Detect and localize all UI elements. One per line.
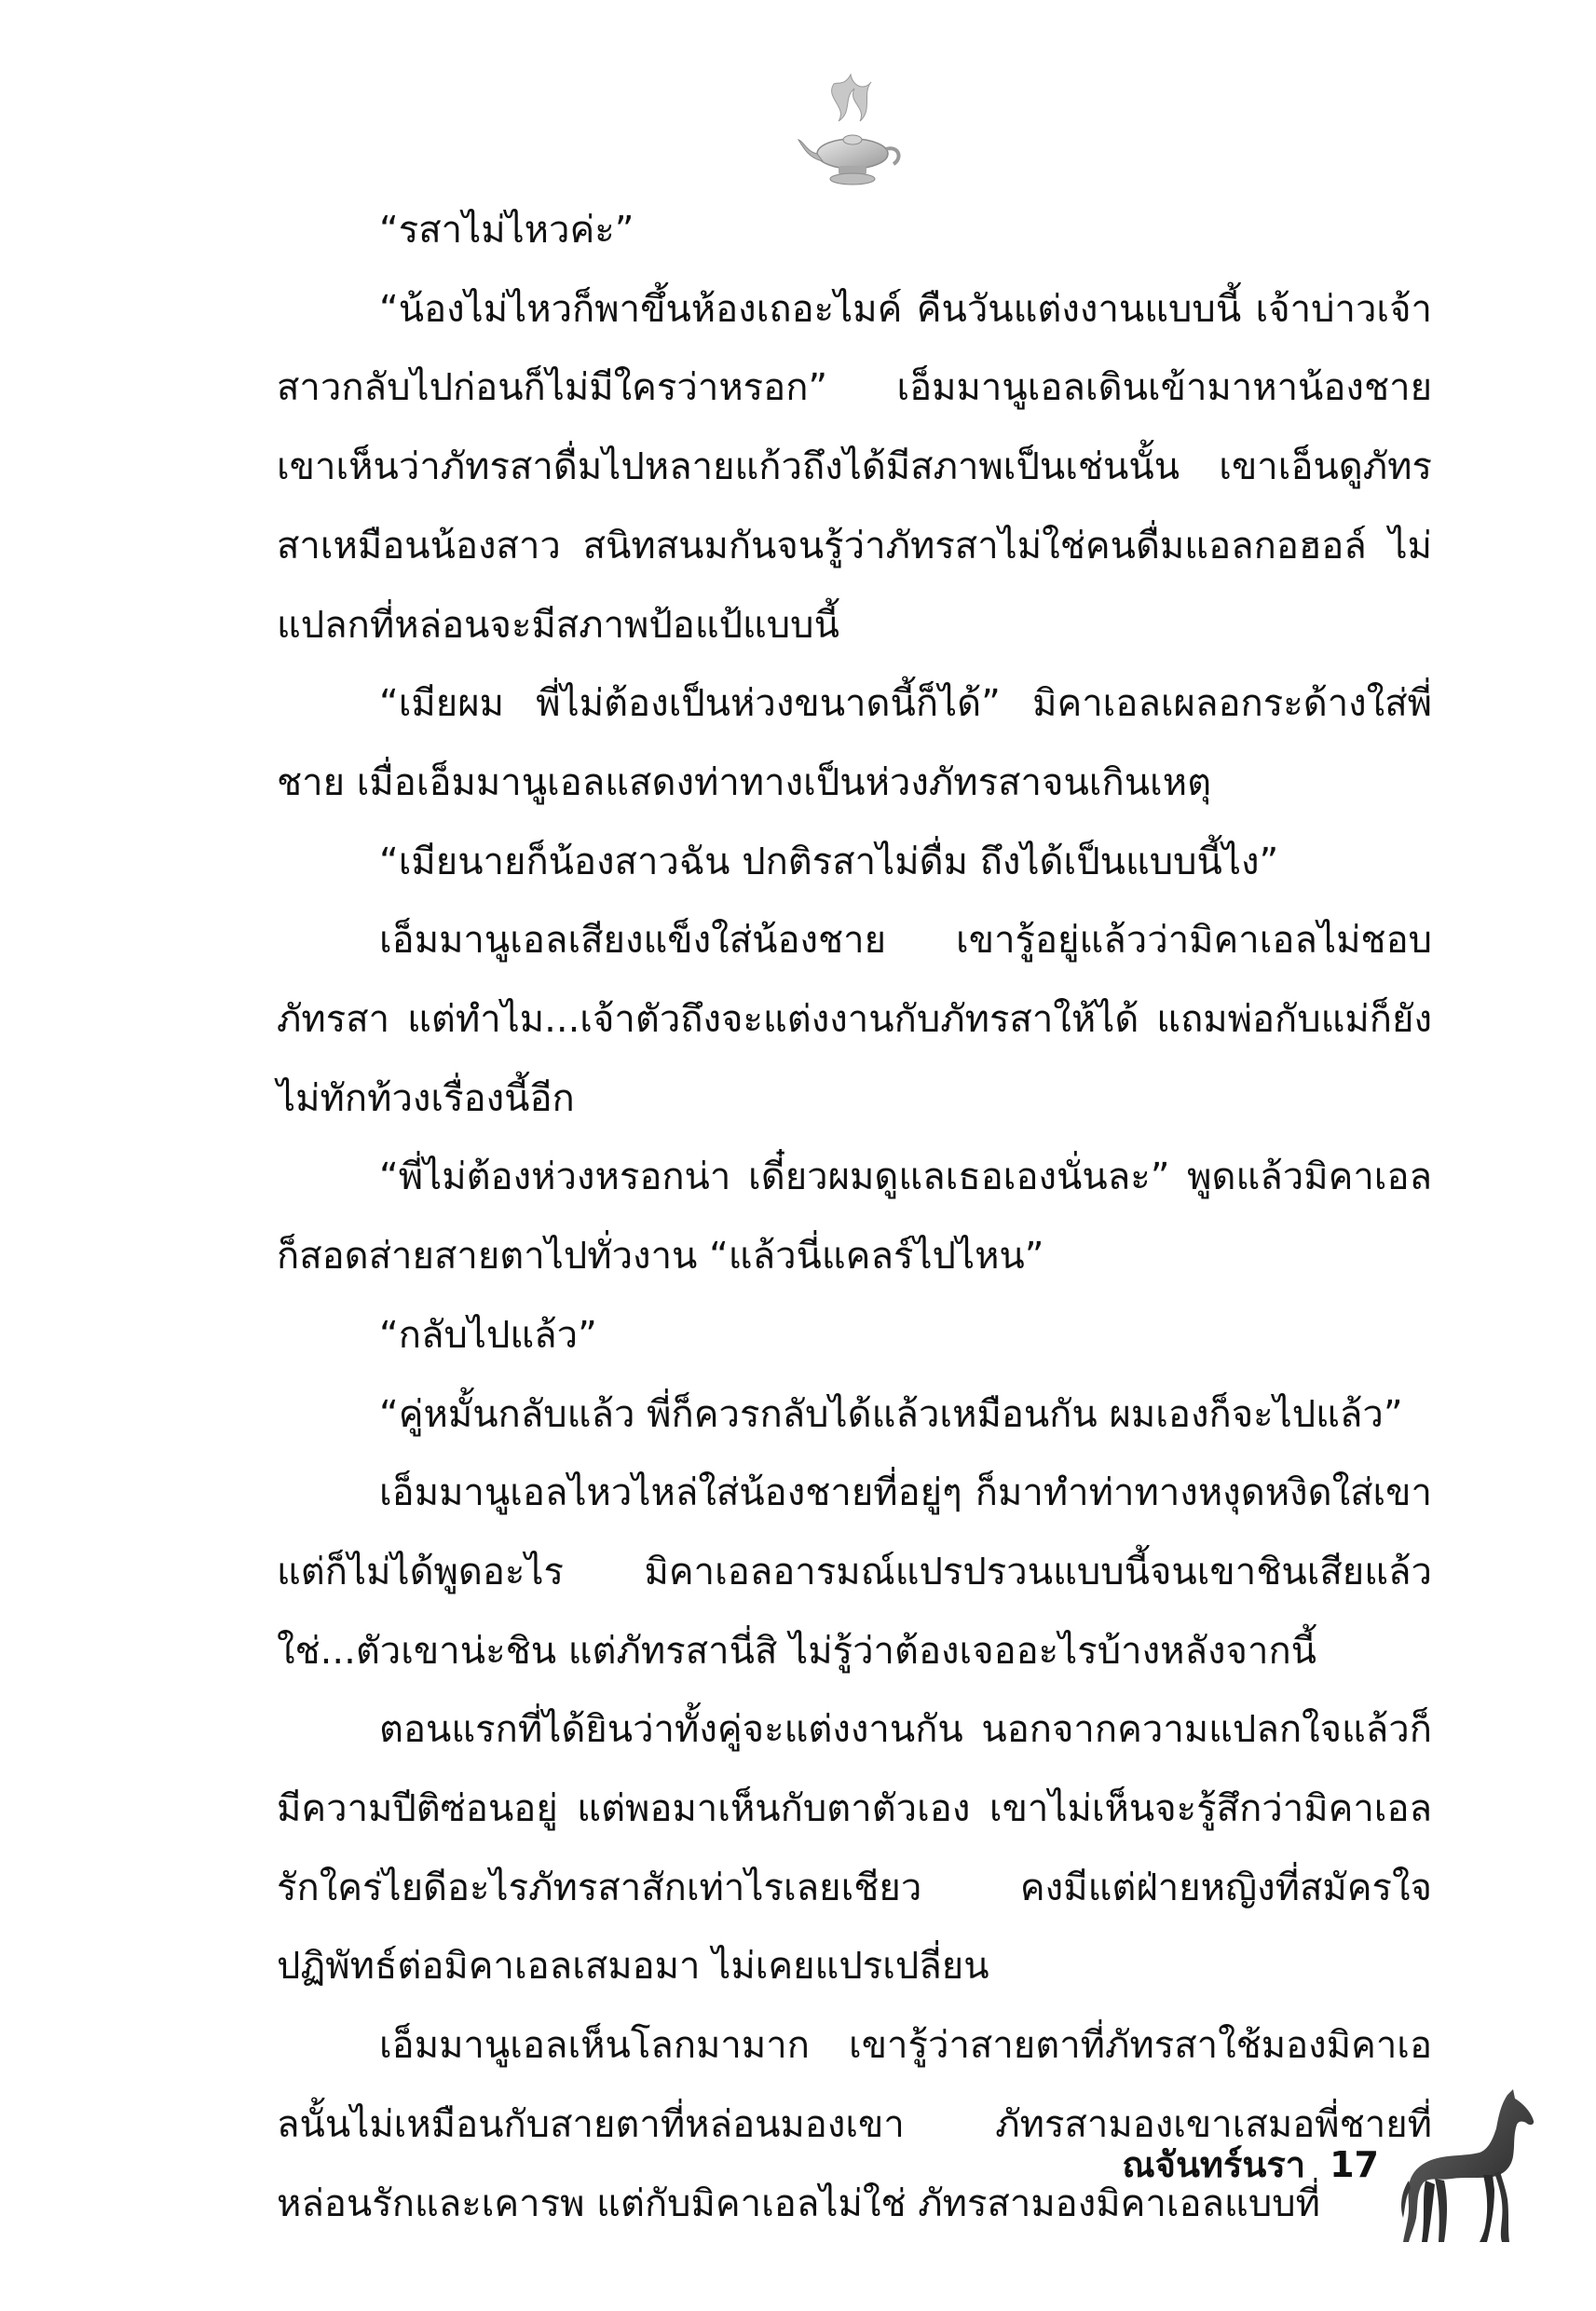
paragraph: เอ็มมานูเอลเห็นโลกมามาก เขารู้ว่าสายตาที่ภัทรสาใช้มองมิคาเอลนั้นไม่เหมือนกับสายตาที่หล่อนมองเขา ภัทรสามองเขาเสมอพี่ชายที่หล่อนรักและเคารพ แต่กับมิคาเอลไม่ใช่ ภัทรสามองมิคาเอลแบบที่: [277, 2024, 1432, 2225]
paragraph: “คู่หมั้นกลับแล้ว พี่ก็ควรกลับได้แล้วเหมือนกัน ผมเองก็จะไปแล้ว”: [379, 1392, 1403, 1436]
horse-icon: [1398, 2087, 1537, 2246]
paragraph: “น้องไม่ไหวก็พาขึ้นห้องเถอะไมค์ คืนวันแต่งงานแบบนี้ เจ้าบ่าวเจ้าสาวกลับไปก่อนก็ไม่มีใครว่าหรอก” เอ็มมานูเอลเดินเข้ามาหาน้องชาย เขาเห็นว่าภัทรสาดื่มไปหลายแก้วถึงได้มีสภาพเป็นเช่นนั้น เขาเอ็นดูภัทรสาเหมือนน้องสาว สนิทสนมกันจนรู้ว่าภัทรสาไม่ใช่คนดื่มแอลกอฮอล์ ไม่แปลกที่หล่อนจะมีสภาพป้อแป้แบบนี้: [277, 287, 1432, 647]
paragraph: “เมียผม พี่ไม่ต้องเป็นห่วงขนาดนี้ก็ได้” มิคาเอลเผลอกระด้างใส่พี่ชาย เมื่อเอ็มมานูเอลแสดงท่าทางเป็นห่วงภัทรสาจนเกินเหตุ: [277, 682, 1432, 804]
page-number: 17: [1330, 2144, 1379, 2185]
page-footer: [1025, 2087, 1547, 2274]
paragraph: เอ็มมานูเอลไหวไหล่ใส่น้องชายที่อยู่ๆ ก็มาทำท่าทางหงุดหงิดใส่เขา แต่ก็ไม่ได้พูดอะไร มิคาเอลอารมณ์แปรปรวนแบบนี้จนเขาชินเสียแล้ว ใช่...ตัวเขาน่ะชิน แต่ภัทรสานี่สิ ไม่รู้ว่าต้องเจออะไรบ้างหลังจากนี้: [277, 1471, 1432, 1673]
paragraph: “กลับไปแล้ว”: [379, 1313, 597, 1357]
paragraph: ตอนแรกที่ได้ยินว่าทั้งคู่จะแต่งงานกัน นอกจากความแปลกใจแล้วก็มีความปีติซ่อนอยู่ แต่พอมาเห็นกับตาตัวเอง เขาไม่เห็นจะรู้สึกว่ามิคาเอลรักใคร่ไยดีอะไรภัทรสาสักเท่าไรเลยเชียว คงมีแต่ฝ่ายหญิงที่สมัครใจปฏิพัทธ์ต่อมิคาเอลเสมอมา ไม่เคยแปรเปลี่ยน: [277, 1708, 1432, 1989]
magic-lamp-icon: [797, 65, 908, 196]
paragraph: “เมียนายก็น้องสาวฉัน ปกติรสาไม่ดื่ม ถึงได้เป็นแบบนี้ไง”: [379, 840, 1279, 883]
author-name: ณจันทร์นรา: [1122, 2144, 1306, 2185]
paragraph: “พี่ไม่ต้องห่วงหรอกน่า เดี๋ยวผมดูแลเธอเองนั่นละ” พูดแล้วมิคาเอลก็สอดส่ายสายตาไปทั่วงาน “แล้วนี่แคลร์ไปไหน”: [277, 1156, 1432, 1279]
body-text: [277, 191, 1432, 2243]
footer-label: [1122, 2136, 1379, 2193]
paragraph: เอ็มมานูเอลเสียงแข็งใส่น้องชาย เขารู้อยู่แล้วว่ามิคาเอลไม่ชอบภัทรสา แต่ทำไม...เจ้าตัวถึงจะแต่งงานกับภัทรสาให้ได้ แถมพ่อกับแม่ก็ยังไม่ทักท้วงเรื่องนี้อีก: [277, 919, 1432, 1120]
paragraph: “รสาไม่ไหวค่ะ”: [379, 209, 634, 252]
